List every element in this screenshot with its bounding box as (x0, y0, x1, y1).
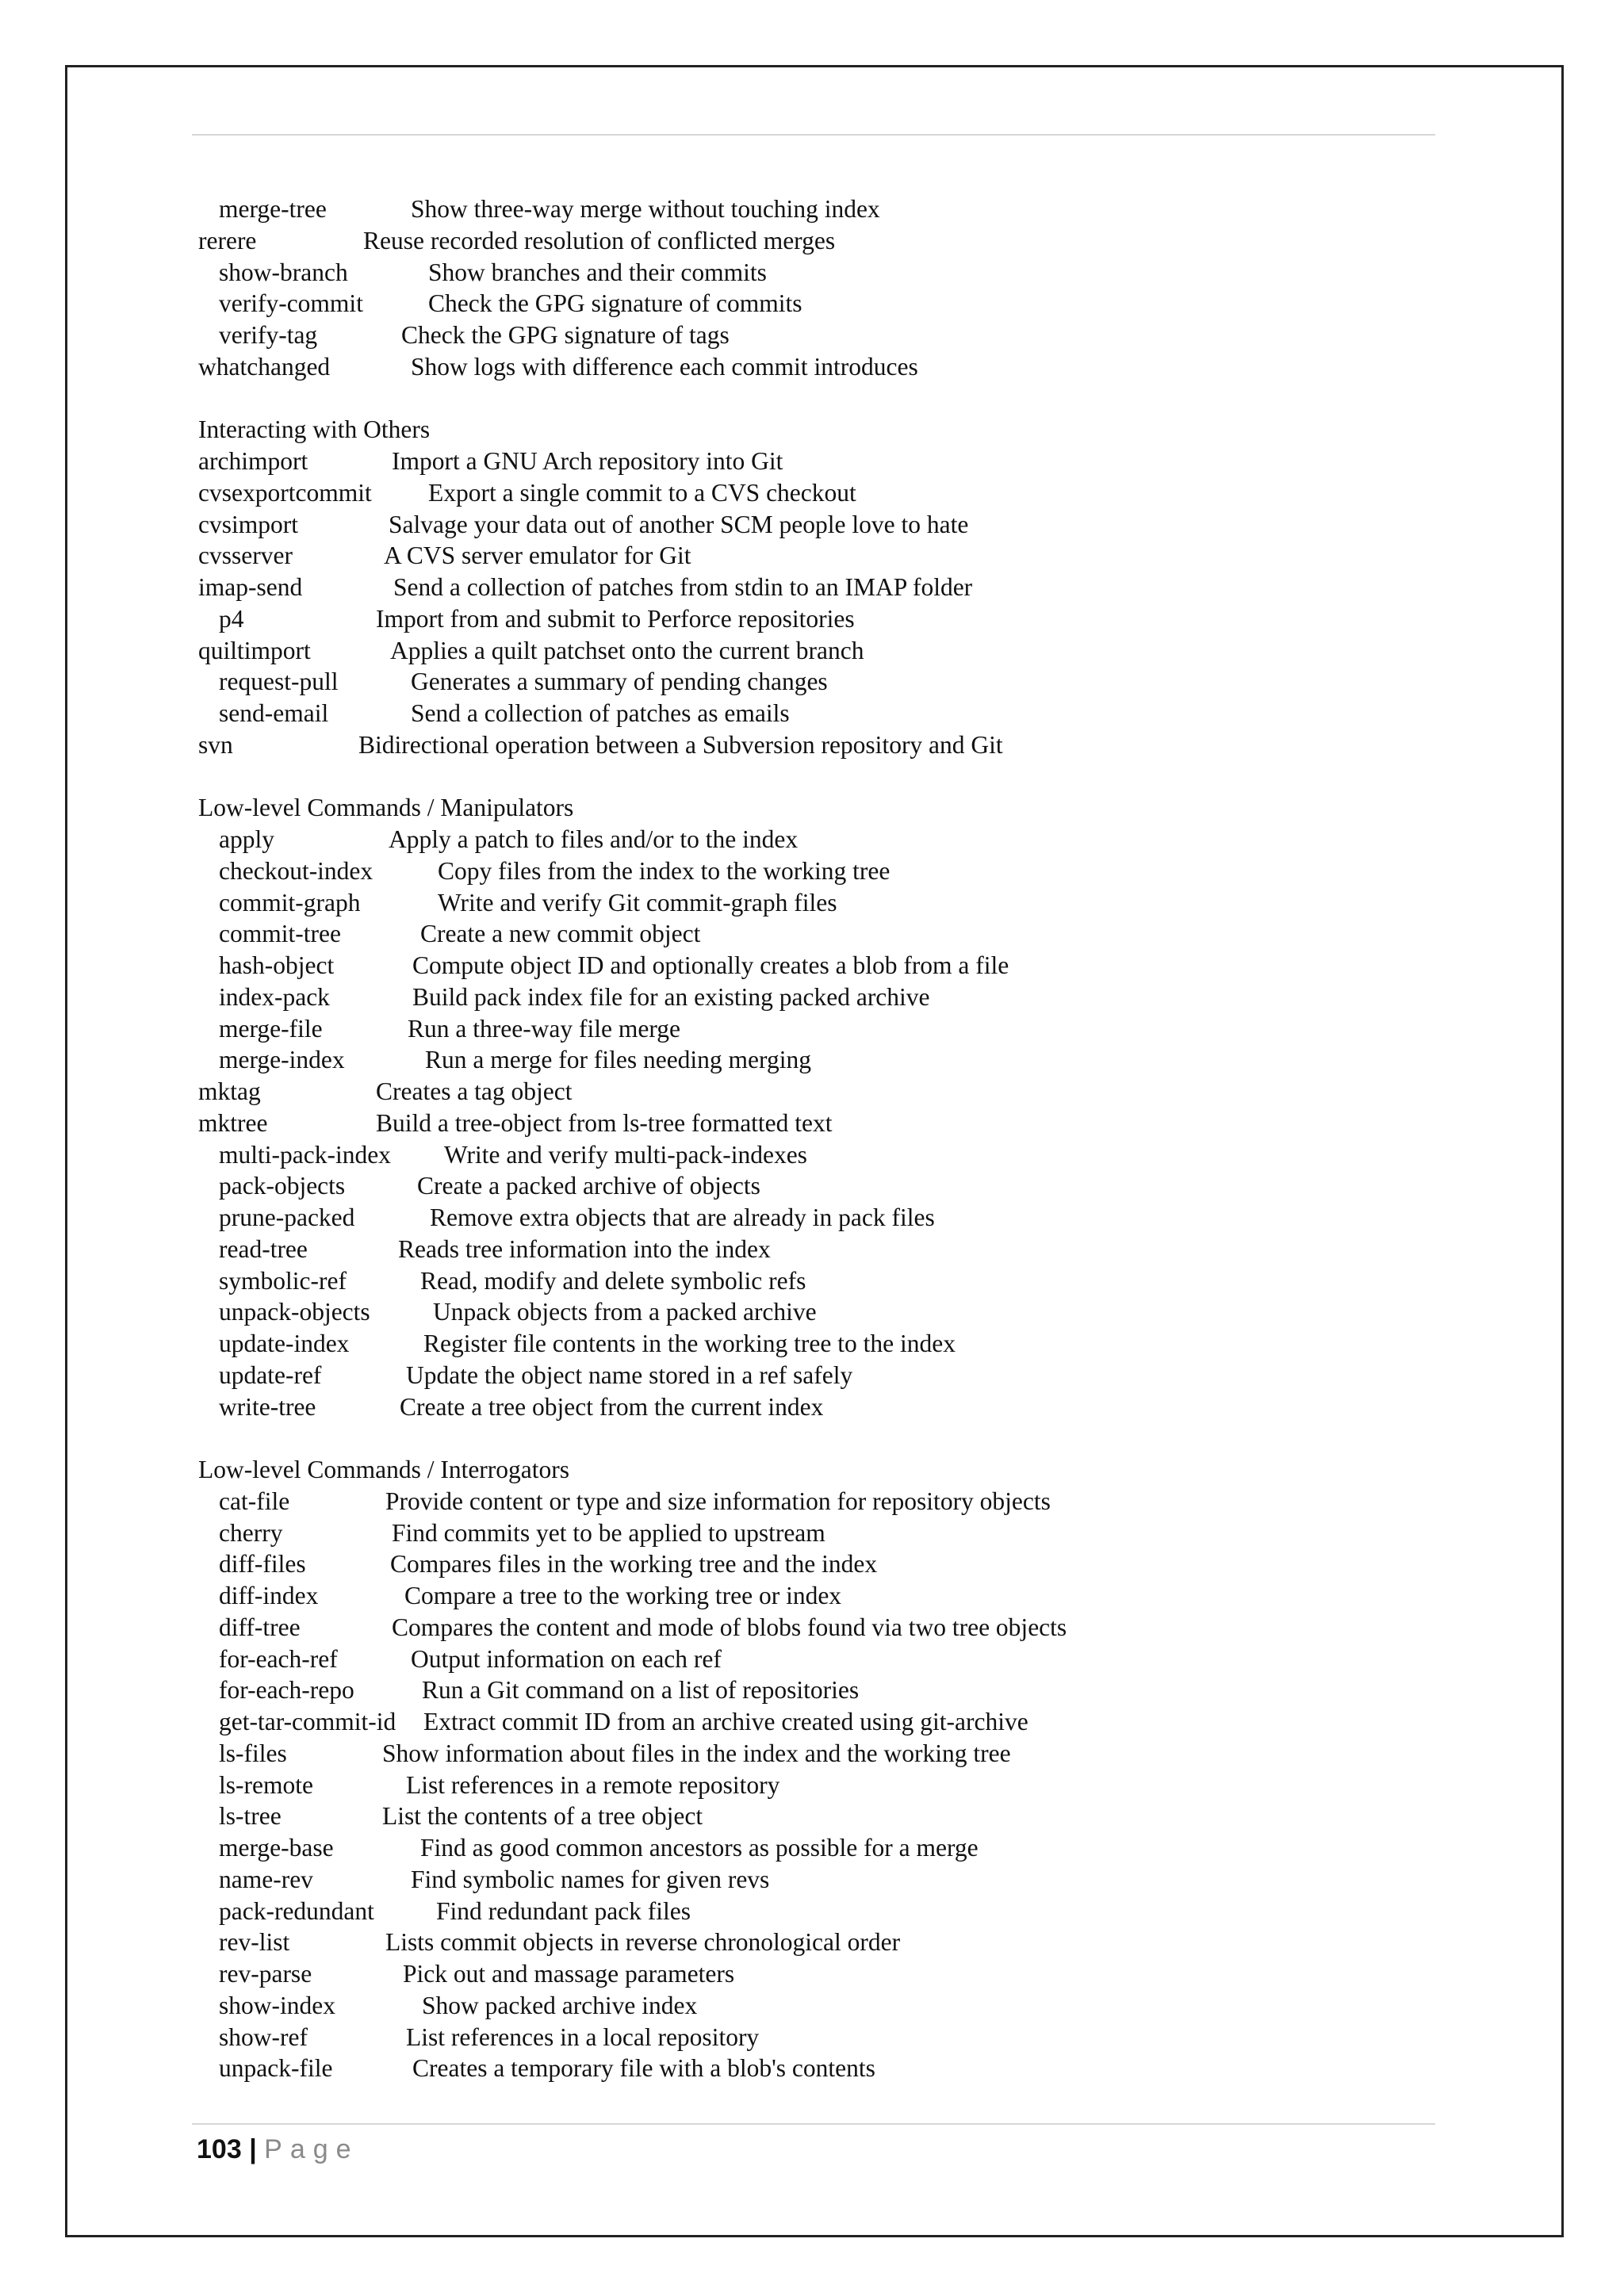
command-row (198, 824, 1419, 855)
command-row (198, 477, 1419, 509)
command-row (198, 1958, 1419, 1990)
command-row (198, 1234, 1419, 1265)
command-name: update-index (219, 1330, 350, 1357)
command-name: checkout-index (219, 856, 373, 885)
command-name: commit-graph (219, 888, 361, 916)
command-name: update-ref (219, 1360, 322, 1389)
command-name: read-tree (219, 1234, 308, 1263)
page-footer (197, 2134, 359, 2165)
command-description: Output information on each ref (411, 1644, 722, 1673)
command-row (198, 635, 1419, 667)
command-row (198, 2022, 1419, 2053)
command-row (198, 1360, 1419, 1391)
command-row (198, 351, 1419, 383)
command-row (198, 1391, 1419, 1423)
command-row (198, 1202, 1419, 1234)
command-name: verify-tag (219, 321, 318, 349)
command-row (198, 887, 1419, 919)
command-description: Show logs with difference each commit introduces (411, 352, 918, 381)
command-description: Extract commit ID from an archive created using git-archive (423, 1708, 1028, 1735)
command-row (198, 257, 1419, 289)
command-row (198, 1108, 1419, 1139)
command-name: unpack-file (219, 2054, 333, 2083)
command-row (198, 1044, 1419, 1076)
command-name: ls-remote (219, 1770, 313, 1799)
command-list (198, 193, 1419, 2084)
command-description: Find as good common ancestors as possible for a merge (420, 1834, 979, 1862)
command-name: for-each-ref (219, 1644, 338, 1673)
command-row (198, 1139, 1419, 1171)
command-name: name-rev (219, 1865, 313, 1893)
command-name: hash-object (219, 951, 335, 979)
command-description: Find redundant pack files (436, 1896, 691, 1925)
command-description: Reads tree information into the index (398, 1234, 771, 1263)
command-description: List references in a local repository (406, 2022, 760, 2051)
command-name: quiltimport (198, 636, 311, 664)
command-description: Copy files from the index to the working tree (438, 856, 891, 885)
command-name: whatchanged (198, 352, 331, 381)
command-description: Bidirectional operation between a Subversion repository and Git (358, 730, 1003, 759)
section-heading: Low-level Commands / Manipulators (198, 794, 574, 822)
command-row (198, 1296, 1419, 1328)
command-name: ls-files (219, 1739, 287, 1767)
command-description: Update the object name stored in a ref safely (406, 1360, 853, 1389)
command-name: send-email (219, 699, 329, 727)
command-description: Read, modify and delete symbolic refs (420, 1266, 806, 1295)
command-name: pack-objects (219, 1172, 346, 1200)
command-name: for-each-repo (219, 1676, 354, 1705)
command-row (198, 1580, 1419, 1612)
command-name: diff-index (219, 1582, 319, 1609)
section-heading: Interacting with Others (198, 415, 431, 444)
command-name: prune-packed (219, 1203, 355, 1231)
command-name: merge-base (219, 1834, 334, 1862)
command-description: Create a packed archive of objects (417, 1172, 760, 1200)
command-name: show-index (219, 1991, 335, 2019)
command-name: diff-files (219, 1550, 306, 1578)
command-name: get-tar-commit-id (219, 1708, 396, 1735)
command-description: Write and verify Git commit-graph files (438, 888, 837, 916)
command-name: imap-send (198, 573, 303, 601)
section-spacer (198, 1422, 1419, 1454)
command-row (198, 1170, 1419, 1202)
command-description: Show information about files in the index and the working tree (382, 1739, 1011, 1767)
command-row (198, 288, 1419, 320)
command-description: Apply a patch to files and/or to the index (389, 825, 799, 853)
command-description: Pick out and massage parameters (403, 1960, 735, 1988)
command-name: cat-file (219, 1487, 290, 1515)
command-row (198, 1517, 1419, 1549)
command-row (198, 1674, 1419, 1706)
command-description: Send a collection of patches from stdin to an IMAP folder (393, 573, 973, 601)
command-description: Run a merge for files needing merging (425, 1046, 811, 1074)
command-row (198, 1770, 1419, 1801)
command-row (198, 193, 1419, 225)
command-description: Check the GPG signature of tags (401, 321, 730, 349)
command-description: List references in a remote repository (406, 1770, 780, 1799)
section-spacer (198, 761, 1419, 793)
command-description: Export a single commit to a CVS checkout (428, 478, 856, 507)
command-description: Compute object ID and optionally creates a blob from a file (412, 951, 1009, 979)
command-description: Applies a quilt patchset onto the current branch (390, 636, 864, 664)
command-row (198, 1265, 1419, 1297)
command-description: Build pack index file for an existing packed archive (412, 982, 930, 1011)
command-row (198, 1927, 1419, 1958)
command-description: A CVS server emulator for Git (384, 541, 691, 570)
command-row (198, 666, 1419, 698)
command-row (198, 729, 1419, 761)
command-row (198, 1076, 1419, 1108)
command-row (198, 1864, 1419, 1896)
command-row (198, 1013, 1419, 1045)
command-description: Import a GNU Arch repository into Git (392, 447, 783, 475)
command-row (198, 1706, 1419, 1738)
command-description: Compares the content and mode of blobs found via two tree objects (392, 1613, 1067, 1641)
command-name: rev-list (219, 1928, 290, 1957)
command-description: Check the GPG signature of commits (428, 289, 802, 318)
command-row (198, 950, 1419, 982)
command-row (198, 1738, 1419, 1770)
command-description: Run a three-way file merge (408, 1014, 681, 1043)
command-name: verify-commit (219, 289, 363, 318)
command-row (198, 1328, 1419, 1360)
command-name: cvsserver (198, 541, 293, 570)
command-name: svn (198, 730, 233, 759)
command-name: multi-pack-index (219, 1140, 391, 1169)
command-description: Import from and submit to Perforce repositories (376, 604, 855, 633)
command-description: Creates a tag object (376, 1077, 573, 1105)
command-description: Find commits yet to be applied to upstream (392, 1518, 825, 1547)
command-description: Show branches and their commits (428, 258, 767, 286)
command-name: commit-tree (219, 920, 341, 948)
page-number: 103 (197, 2134, 242, 2164)
command-description: Register file contents in the working tree to the index (423, 1330, 956, 1357)
command-row (198, 1486, 1419, 1517)
command-row (198, 225, 1419, 257)
command-description: Create a new commit object (420, 920, 701, 948)
command-row (198, 1990, 1419, 2022)
command-row (198, 918, 1419, 950)
page-label: Page (264, 2134, 359, 2164)
command-description: Remove extra objects that are already in pack files (430, 1203, 935, 1231)
command-description: Lists commit objects in reverse chronological order (385, 1928, 901, 1957)
command-description: Provide content or type and size information for repository objects (385, 1487, 1051, 1515)
command-name: merge-file (219, 1014, 323, 1043)
command-description: Generates a summary of pending changes (411, 668, 828, 696)
command-description: Find symbolic names for given revs (411, 1865, 770, 1893)
command-name: cvsimport (198, 510, 298, 538)
command-name: unpack-objects (219, 1298, 370, 1326)
command-name: mktag (198, 1077, 261, 1105)
command-description: Create a tree object from the current index (400, 1392, 824, 1421)
command-name: cherry (219, 1518, 283, 1547)
command-description: List the contents of a tree object (382, 1802, 703, 1831)
command-description: Compares files in the working tree and the index (390, 1550, 878, 1578)
command-row (198, 855, 1419, 887)
command-description: Compare a tree to the working tree or index (404, 1582, 842, 1609)
command-row (198, 1644, 1419, 1675)
command-name: merge-tree (219, 195, 327, 223)
command-name: cvsexportcommit (198, 478, 372, 507)
command-name: show-ref (219, 2022, 308, 2051)
command-row (198, 540, 1419, 572)
command-row (198, 1896, 1419, 1927)
command-row (198, 2053, 1419, 2084)
command-description: Send a collection of patches as emails (411, 699, 790, 727)
command-description: Run a Git command on a list of repositories (422, 1676, 860, 1705)
command-description: Write and verify multi-pack-indexes (444, 1140, 807, 1169)
header-rule (192, 134, 1435, 136)
command-row (198, 603, 1419, 635)
section-spacer (198, 383, 1419, 415)
command-name: request-pull (219, 668, 339, 696)
command-row (198, 698, 1419, 729)
command-name: pack-redundant (219, 1896, 374, 1925)
command-row (198, 1612, 1419, 1644)
command-description: Build a tree-object from ls-tree formatted text (376, 1108, 833, 1137)
command-row (198, 572, 1419, 603)
command-name: p4 (219, 604, 244, 633)
section-heading: Low-level Commands / Interrogators (198, 1456, 570, 1483)
command-description: Unpack objects from a packed archive (433, 1298, 817, 1326)
command-name: write-tree (219, 1392, 316, 1421)
command-name: mktree (198, 1108, 268, 1137)
command-row (198, 446, 1419, 477)
command-name: diff-tree (219, 1613, 301, 1641)
command-description: Creates a temporary file with a blob's contents (412, 2054, 875, 2083)
command-name: archimport (198, 447, 308, 475)
command-row (198, 1800, 1419, 1832)
command-row (198, 1832, 1419, 1864)
command-name: index-pack (219, 982, 330, 1011)
command-description: Salvage your data out of another SCM people love to hate (389, 510, 969, 538)
command-name: rerere (198, 226, 257, 254)
command-description: Show packed archive index (422, 1991, 698, 2019)
command-name: ls-tree (219, 1802, 282, 1831)
command-row (198, 982, 1419, 1013)
command-name: apply (219, 825, 274, 853)
footer-separator: | (249, 2134, 257, 2164)
footer-rule (192, 2123, 1435, 2125)
command-row (198, 1548, 1419, 1580)
command-name: merge-index (219, 1046, 345, 1074)
command-name: rev-parse (219, 1960, 312, 1988)
command-description: Show three-way merge without touching index (411, 195, 880, 223)
command-description: Reuse recorded resolution of conflicted merges (363, 226, 836, 254)
command-row (198, 320, 1419, 351)
command-row (198, 509, 1419, 541)
command-name: symbolic-ref (219, 1266, 347, 1295)
command-name: show-branch (219, 258, 348, 286)
